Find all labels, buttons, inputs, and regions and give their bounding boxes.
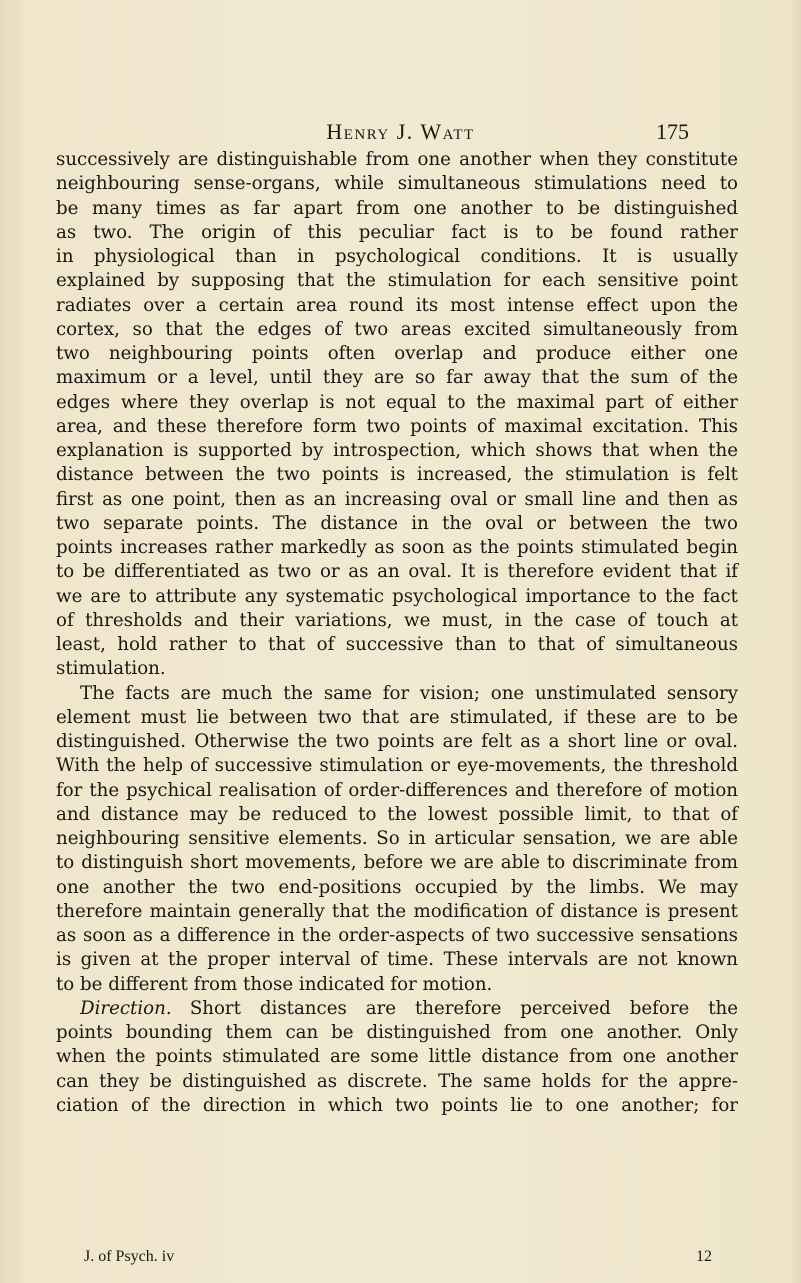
text-line: ciation of the direction in which two points lie to one another; for bbox=[56, 1094, 738, 1116]
page-number: 175 bbox=[656, 119, 689, 144]
body-text bbox=[56, 148, 738, 1118]
section-heading: Direction. bbox=[80, 997, 172, 1019]
text-line: be many times as far apart from one another to be distinguished bbox=[56, 197, 738, 219]
text-line: least, hold rather to that of successive than to that of simultaneous bbox=[56, 634, 738, 655]
text-line: in physiological than in psychological conditions. It is usually bbox=[56, 246, 738, 267]
text-line: neighbouring sensitive elements. So in articular sensation, we are able bbox=[56, 828, 738, 849]
text-line: area, and these therefore form two points of maximal excitation. This bbox=[56, 415, 738, 437]
section-line-text: Short distances are therefore perceived before the bbox=[189, 997, 738, 1019]
text-line: radiates over a certain area round its most intense effect upon the bbox=[56, 294, 738, 316]
text-line: distance between the two points is increased, the stimulation is felt bbox=[56, 464, 738, 486]
text-line: The facts are much the same for vision; one unstimulated sensory bbox=[80, 682, 738, 704]
text-line: points bounding them can be distinguished from one another. Only bbox=[56, 1022, 738, 1043]
text-line: cortex, so that the edges of two areas excited simultaneously from bbox=[56, 318, 738, 340]
signature-number: 12 bbox=[696, 1248, 712, 1265]
text-line: two separate points. The distance in the oval or between the two bbox=[56, 512, 738, 534]
text-line: successively are distinguishable from one another when they constitute bbox=[56, 149, 738, 170]
text-line: for the psychical realisation of order-differences and therefore of motion bbox=[56, 779, 738, 801]
text-line: as soon as a difference in the order-aspects of two successive sensations bbox=[56, 925, 738, 946]
text-line: we are to attribute any systematic psychological importance to the fact bbox=[56, 585, 738, 607]
text-line: first as one point, then as an increasing oval or small line and then as bbox=[56, 488, 738, 510]
text-line: With the help of successive stimulation or eye-movements, the threshold bbox=[56, 755, 738, 777]
journal-signature: J. of Psych. iv bbox=[84, 1248, 175, 1265]
text-line: to be differentiated as two or as an oval. It is therefore evident that if bbox=[56, 561, 738, 583]
text-line: stimulation. bbox=[56, 658, 166, 680]
running-head: Henry J. Watt bbox=[326, 119, 475, 144]
text-line: of thresholds and their variations, we must, in the case of touch at bbox=[56, 609, 738, 631]
text-line: to distinguish short movements, before we are able to discriminate from bbox=[56, 852, 738, 874]
text-line: edges where they overlap is not equal to the maximal part of either bbox=[56, 391, 738, 413]
text-line: element must lie between two that are stimulated, if these are to be bbox=[56, 706, 738, 728]
text-line: and distance may be reduced to the lowest possible limit, to that of bbox=[56, 803, 738, 825]
text-line: maximum or a level, until they are so far away that the sum of the bbox=[56, 367, 738, 389]
text-line: as two. The origin of this peculiar fact is to be found rather bbox=[56, 221, 738, 243]
section-line bbox=[56, 997, 738, 1021]
page-footer bbox=[84, 1246, 712, 1268]
text-line: distinguished. Otherwise the two points are felt as a short line or oval. bbox=[56, 731, 738, 752]
text-line: when the points stimulated are some little distance from one another bbox=[56, 1046, 738, 1068]
text-line: can they be distinguished as discrete. The same holds for the appre- bbox=[56, 1070, 738, 1092]
text-line: two neighbouring points often overlap and produce either one bbox=[56, 343, 738, 364]
text-line: points increases rather markedly as soon as the points stimulated begin bbox=[56, 537, 738, 558]
page-header bbox=[0, 117, 801, 147]
text-line: neighbouring sense-organs, while simultaneous stimulations need to bbox=[56, 173, 738, 195]
text-line: to be different from those indicated for motion. bbox=[56, 973, 493, 995]
text-line: explained by supposing that the stimulation for each sensitive point bbox=[56, 270, 738, 292]
text-line: explanation is supported by introspection, which shows that when the bbox=[56, 440, 738, 461]
text-line: therefore maintain generally that the modification of distance is present bbox=[56, 900, 738, 922]
text-line: one another the two end-positions occupied by the limbs. We may bbox=[56, 876, 738, 898]
text-line: is given at the proper interval of time. These intervals are not known bbox=[56, 949, 738, 971]
